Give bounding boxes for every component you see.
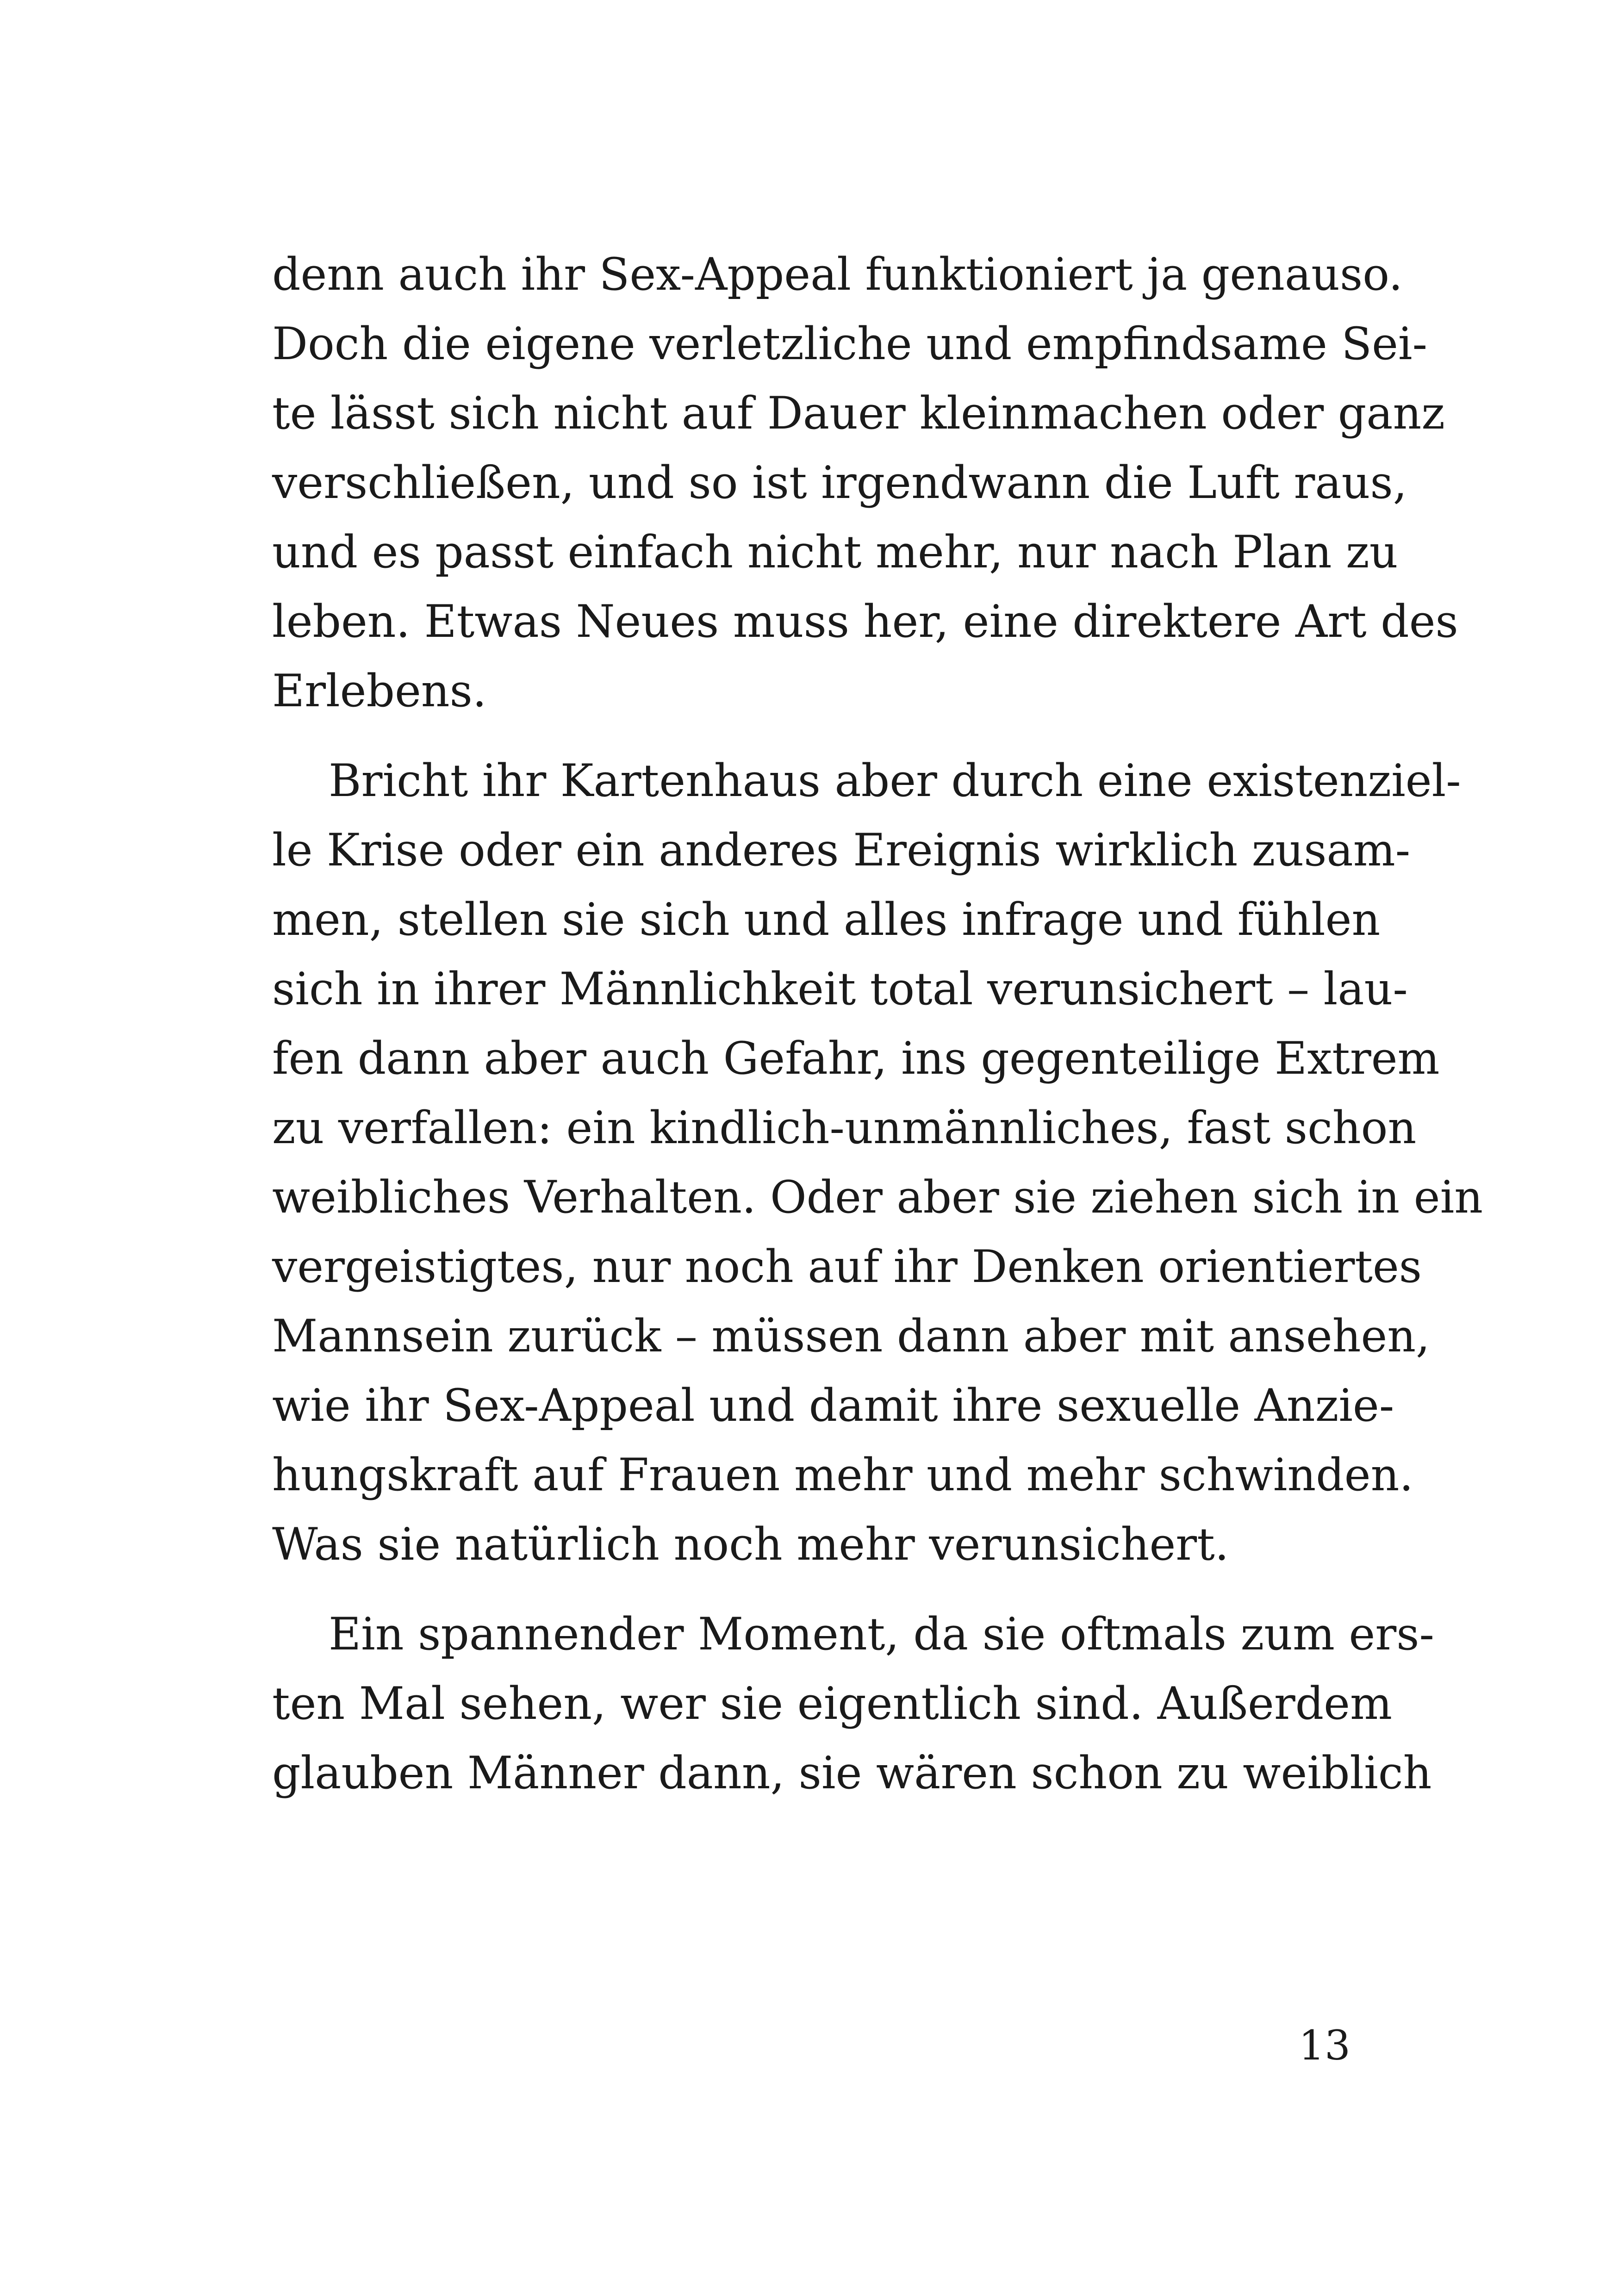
text-line: Mannsein zurück – müssen dann aber mit ansehen, [272, 1310, 1430, 1362]
text-line: Ein spannender Moment, da sie oftmals zum ers- [329, 1608, 1434, 1660]
text-line: fen dann aber auch Gefahr, ins gegenteilige Extrem [272, 1033, 1440, 1084]
text-line: glauben Männer dann, sie wären schon zu weiblich [272, 1747, 1432, 1799]
text-line: weibliches Verhalten. Oder aber sie ziehen sich in ein [272, 1171, 1483, 1223]
text-line: hungskraft auf Frauen mehr und mehr schwinden. [272, 1449, 1413, 1501]
paragraph [272, 1599, 1434, 1808]
paragraph [272, 746, 1483, 1579]
text-line: le Krise oder ein anderes Ereignis wirklich zusam- [272, 824, 1411, 876]
text-line: te lässt sich nicht auf Dauer kleinmachen oder ganz [272, 387, 1445, 439]
text-line: ten Mal sehen, wer sie eigentlich sind. Außerdem [272, 1678, 1393, 1730]
paragraph [272, 240, 1458, 726]
page-number: 13 [1299, 2022, 1350, 2069]
text-line: sich in ihrer Männlichkeit total verunsichert – lau- [272, 963, 1408, 1015]
text-line: zu verfallen: ein kindlich-unmännliches, fast schon [272, 1102, 1417, 1154]
text-line: wie ihr Sex-Appeal und damit ihre sexuelle Anzie- [272, 1380, 1394, 1431]
text-line: verschließen, und so ist irgendwann die Luft raus, [272, 457, 1407, 509]
text-line: leben. Etwas Neues muss her, eine direktere Art des [272, 596, 1458, 647]
text-line: denn auch ihr Sex-Appeal funktioniert ja genauso. [272, 249, 1403, 300]
text-line: Doch die eigene verletzliche und empfindsame Sei- [272, 318, 1428, 370]
body-text [272, 240, 1483, 1828]
text-line: Bricht ihr Kartenhaus aber durch eine existenziel- [329, 755, 1461, 807]
text-line: Erlebens. [272, 665, 487, 717]
text-line: und es passt einfach nicht mehr, nur nach Plan zu [272, 526, 1398, 578]
text-line: Was sie natürlich noch mehr verunsichert. [272, 1518, 1229, 1570]
text-line: men, stellen sie sich und alles infrage und fühlen [272, 894, 1381, 946]
text-line: vergeistigtes, nur noch auf ihr Denken orientiertes [272, 1241, 1422, 1293]
